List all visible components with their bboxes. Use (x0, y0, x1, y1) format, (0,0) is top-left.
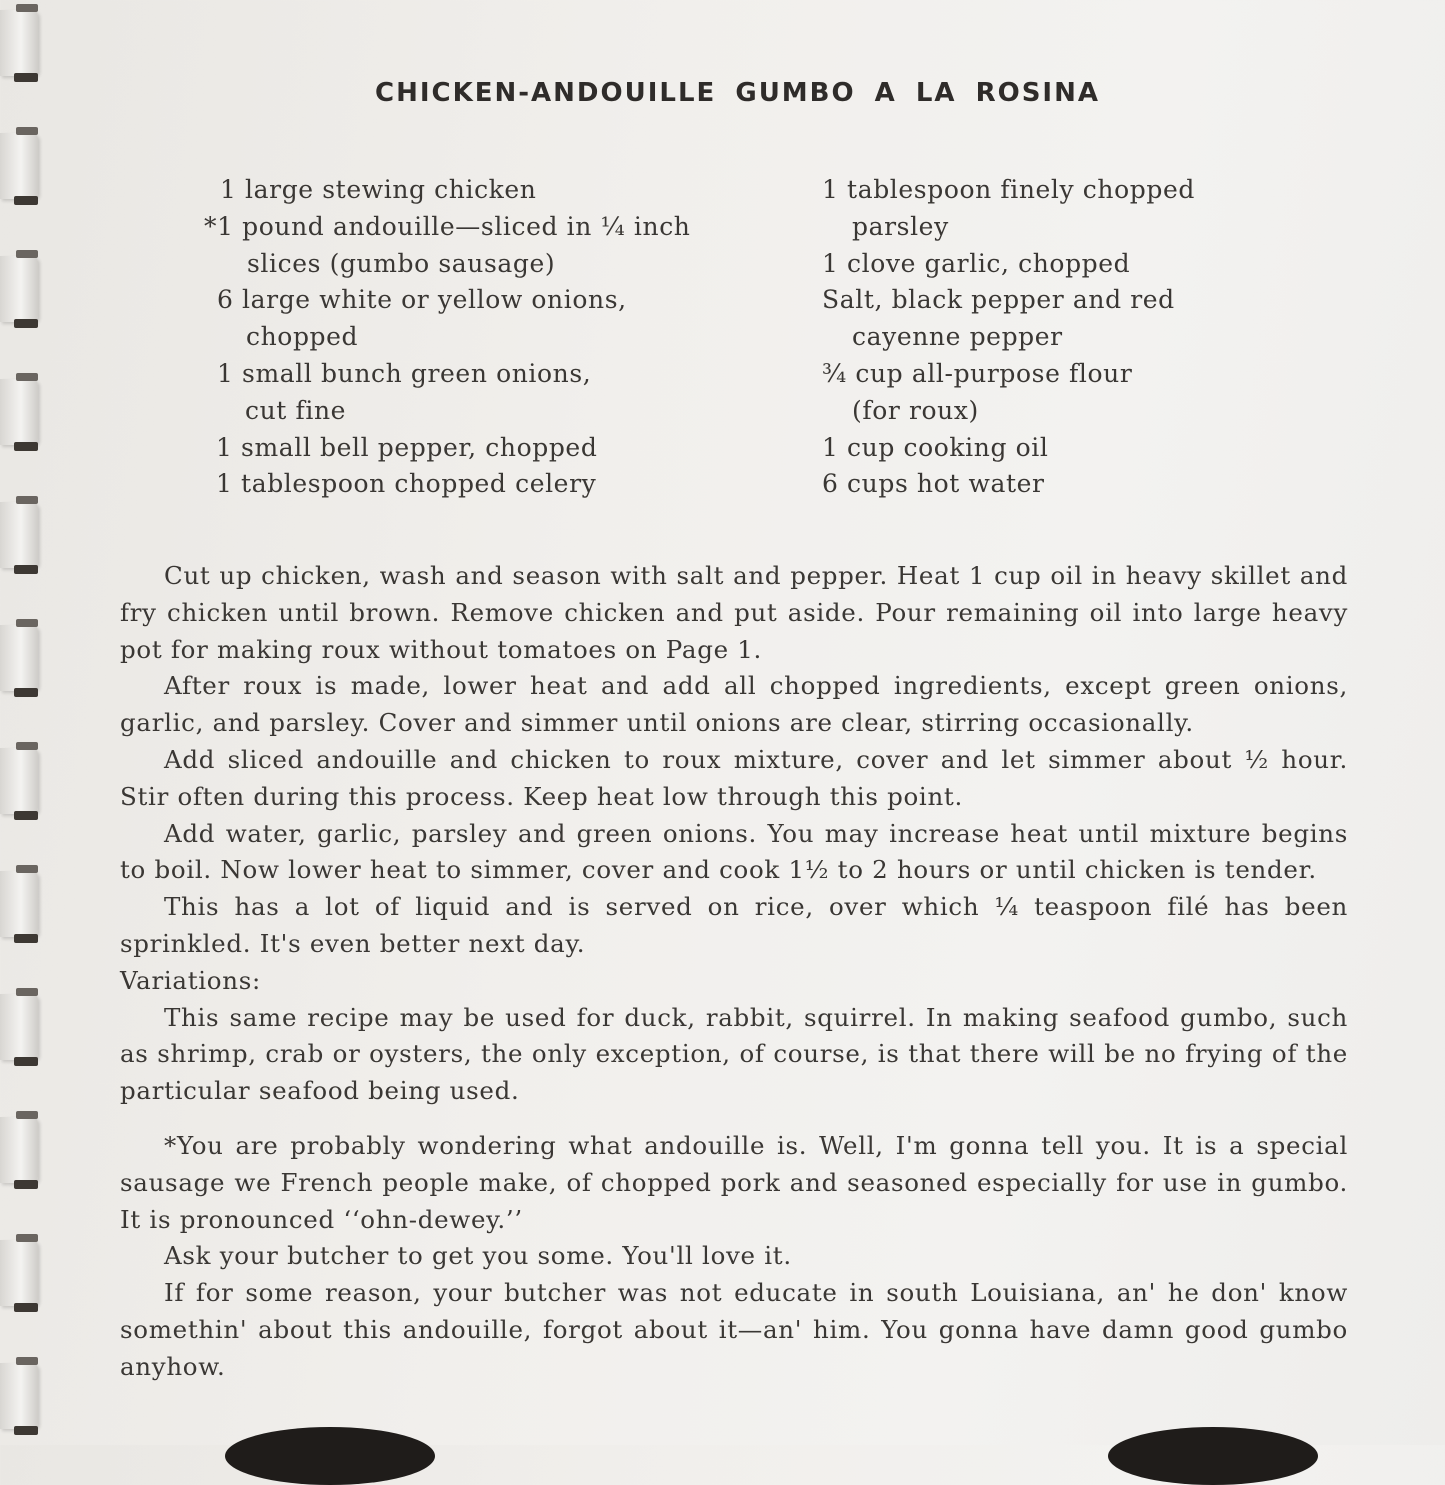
ingredient-line: 1 small bunch green onions, (217, 358, 592, 388)
binding-ring (0, 10, 38, 76)
ingredient-line: cayenne pepper (852, 322, 1063, 352)
binding-ring (0, 256, 38, 322)
ingredient-line: (for roux) (852, 395, 979, 425)
note-paragraph: Ask your butcher to get you some. You'll love it. (164, 1241, 792, 1271)
binding-ring (0, 133, 38, 199)
binding-hole-left (225, 1427, 435, 1485)
ingredient-item (200, 172, 691, 209)
ingredient-item (200, 430, 691, 467)
ingredient-item (822, 172, 1195, 246)
ingredient-line: slices (gumbo sausage) (247, 248, 556, 278)
binding-ring (0, 502, 38, 568)
ingredient-item (200, 209, 691, 283)
binding-hole-right (1108, 1427, 1318, 1485)
ingredient-line: 1 clove garlic, chopped (822, 248, 1131, 278)
ingredient-line: chopped (246, 322, 359, 352)
direction-paragraph: Cut up chicken, wash and season with salt and pepper. Heat 1 cup oil in heavy skillet and fry chicken until brown. Remove chicken and put aside. Pour remaining oil into large heavy pot for making roux without tomatoes on Page 1. (120, 561, 1348, 664)
ingredient-item (822, 466, 1195, 503)
ingredient-item (822, 282, 1195, 356)
ingredient-line: Salt, black pepper and red (822, 285, 1175, 315)
recipe-title: CHICKEN-ANDOUILLE GUMBO A LA ROSINA (375, 78, 1100, 108)
variations-label: Variations: (120, 965, 261, 995)
ingredient-line: parsley (852, 211, 949, 241)
binding-ring (0, 379, 38, 445)
ingredient-item (822, 356, 1195, 430)
ingredient-item (200, 282, 691, 356)
ingredient-line: cut fine (245, 395, 347, 425)
direction-paragraph: Add water, garlic, parsley and green onions. You may increase heat until mixture begins to boil. Now lower heat to simmer, cover and cook 1½ to 2 hours or until chicken is tender. (120, 818, 1348, 885)
note-paragraph: *You are probably wondering what andouille is. Well, I'm gonna tell you. It is a special sausage we French people make, of chopped pork and seasoned especially for use in gumbo. It is pronounced ‘‘ohn-dewey.’’ (120, 1130, 1348, 1234)
ingredient-line: 1 tablespoon chopped celery (216, 469, 597, 499)
ingredient-line: 1 cup cooking oil (822, 432, 1049, 462)
ingredients-right-column (822, 172, 1195, 503)
note-paragraph: If for some reason, your butcher was not educate in south Louisiana, an' he don' know somethin' about this andouille, forgot about it—an' him. You gonna have damn good gumbo anyhow. (120, 1278, 1348, 1381)
ingredient-line: 6 large white or yellow onions, (217, 285, 627, 315)
direction-paragraph: After roux is made, lower heat and add all chopped ingredients, except green onions, garlic, and parsley. Cover and simmer until onions are clear, stirring occasionally. (120, 671, 1348, 738)
binding-ring (0, 625, 38, 691)
spiral-binding (0, 0, 60, 1445)
ingredient-item (200, 356, 691, 430)
ingredient-line: ¾ cup all-purpose flour (822, 358, 1133, 388)
ingredient-line: 1 small bell pepper, chopped (216, 432, 598, 462)
ingredient-line: *1 pound andouille—sliced in ¼ inch (204, 211, 691, 241)
ingredients-left-column (200, 172, 691, 503)
binding-ring (0, 748, 38, 814)
ingredient-item (822, 246, 1195, 283)
direction-paragraph: Add sliced andouille and chicken to roux mixture, cover and let simmer about ½ hour. Stir often during this process. Keep heat low through this point. (120, 744, 1348, 811)
ingredient-line: 1 tablespoon finely chopped (822, 175, 1195, 204)
variations-paragraph: This same recipe may be used for duck, rabbit, squirrel. In making seafood gumbo, such as shrimp, crab or oysters, the only exception, of course, is that there will be no frying of the particular seafood being used. (120, 1002, 1348, 1106)
binding-ring (0, 994, 38, 1060)
ingredient-line: 6 cups hot water (822, 469, 1045, 499)
binding-ring (0, 871, 38, 937)
direction-paragraph: This has a lot of liquid and is served on rice, over which ¼ teaspoon filé has been sprinkled. It's even better next day. (120, 892, 1348, 958)
ingredient-item (200, 466, 691, 503)
ingredient-line: 1 large stewing chicken (220, 175, 537, 204)
binding-ring (0, 1117, 38, 1183)
binding-ring (0, 1363, 38, 1429)
recipe-body (120, 558, 1348, 1386)
binding-ring (0, 1240, 38, 1306)
ingredient-item (822, 430, 1195, 467)
